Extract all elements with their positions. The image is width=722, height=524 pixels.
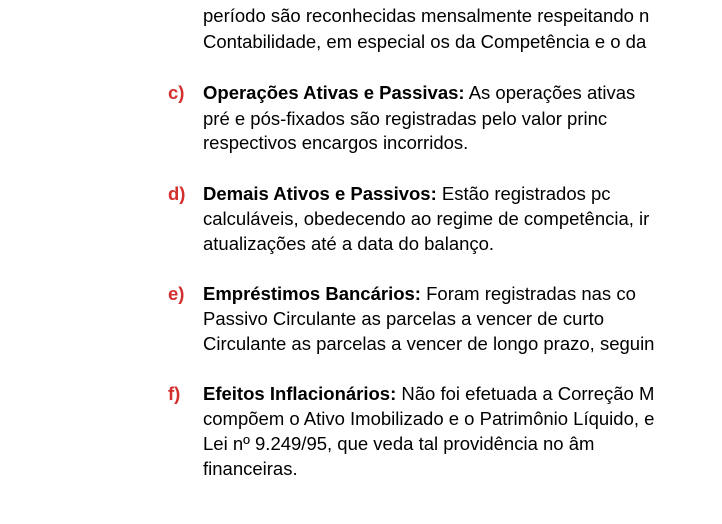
item-d-text-1: Estão registrados pc (441, 183, 611, 204)
item-f-text-1: Não foi efetuada a Correção M (401, 383, 655, 404)
item-d-term: Demais Ativos e Passivos: (203, 183, 437, 204)
item-d-line-2: calculáveis, obedecendo ao regime de competência, ir (203, 208, 650, 229)
item-d-line-3: atualizações até a data do balanço. (203, 233, 495, 254)
item-f-line-3: Lei nº 9.249/95, que veda tal providência no âm (203, 433, 595, 454)
item-e-term: Empréstimos Bancários: (203, 283, 421, 304)
item-d-line-1 (203, 183, 611, 205)
item-e-line-2: Passivo Circulante as parcelas a vencer de curto (203, 308, 605, 329)
item-e-line-3: Circulante as parcelas a vencer de longo prazo, seguin (203, 333, 655, 354)
item-c-line-3: respectivos encargos incorridos. (203, 132, 469, 153)
item-c-line-2: pré e pós-fixados são registradas pelo valor princ (203, 108, 608, 129)
item-f-line-2: compõem o Ativo Imobilizado e o Patrimônio Líquido, e (203, 408, 655, 429)
item-c-marker: c) (168, 82, 185, 103)
item-f-line-4: financeiras. (203, 458, 298, 479)
intro-line-2: Contabilidade, em especial os da Competência e o da (203, 31, 647, 52)
intro-line-1: período são reconhecidas mensalmente respeitando n (203, 5, 650, 26)
item-e-text-1: Foram registradas nas co (426, 283, 636, 304)
item-f-marker: f) (168, 383, 181, 404)
item-c-term: Operações Ativas e Passivas: (203, 82, 465, 103)
item-e-line-1 (203, 283, 636, 305)
item-d-marker: d) (168, 183, 186, 204)
item-c-text-1: As operações ativas (468, 82, 636, 103)
item-c-line-1 (203, 82, 635, 104)
item-f-line-1 (203, 383, 654, 405)
item-e-marker: e) (168, 283, 185, 304)
item-f-term: Efeitos Inflacionários: (203, 383, 397, 404)
